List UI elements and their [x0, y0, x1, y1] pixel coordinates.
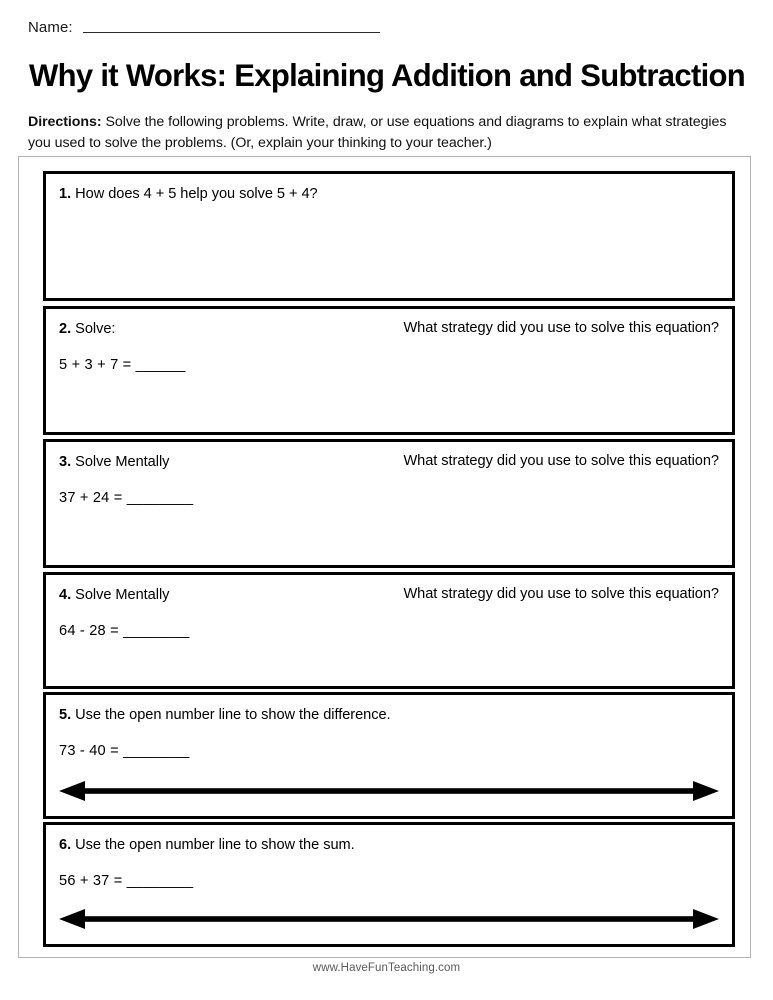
- problems-container: [18, 156, 751, 958]
- problem-5-number: 5.: [59, 707, 72, 723]
- problem-box-6[interactable]: [43, 822, 735, 947]
- directions-text: Solve the following problems. Write, draw, or use equations and diagrams to explain what strategies you used to solve the problems. (Or, explain your thinking to your teacher.): [28, 114, 727, 151]
- problem-4-number: 4.: [59, 587, 72, 603]
- problem-2-equation: 5 + 3 + 7 = ______: [59, 357, 186, 373]
- problem-3-strategy-prompt: What strategy did you use to solve this equation?: [403, 453, 719, 469]
- problem-2-number: 2.: [59, 321, 72, 337]
- name-label: Name:: [28, 19, 73, 36]
- problem-2-prompt: Solve:: [71, 321, 116, 337]
- problem-6-prompt: Use the open number line to show the sum.: [71, 837, 355, 853]
- open-number-line-6[interactable]: [59, 908, 719, 930]
- problem-4-header: [46, 575, 732, 607]
- name-field-row: [28, 20, 380, 36]
- directions-paragraph: [28, 112, 728, 153]
- problem-box-4[interactable]: [43, 572, 735, 689]
- problem-4-prompt: Solve Mentally: [71, 587, 170, 603]
- directions-label: Directions: [28, 114, 97, 130]
- problem-6-equation: 56 + 37 = ________: [59, 873, 194, 889]
- problem-box-2[interactable]: [43, 306, 735, 435]
- problem-box-1[interactable]: [43, 171, 735, 301]
- problem-1-header: [46, 174, 732, 206]
- name-write-in-line[interactable]: [83, 32, 380, 33]
- double-arrow-icon: [59, 908, 719, 930]
- problem-3-header: [46, 442, 732, 474]
- problem-5-prompt: Use the open number line to show the difference.: [71, 707, 391, 723]
- problem-1-prompt: How does 4 + 5 help you solve 5 + 4?: [71, 186, 318, 202]
- problem-1-number: 1.: [59, 186, 72, 202]
- problem-3-equation: 37 + 24 = ________: [59, 490, 194, 506]
- problem-box-5[interactable]: [43, 692, 735, 819]
- open-number-line-5[interactable]: [59, 780, 719, 802]
- problem-2-strategy-prompt: What strategy did you use to solve this equation?: [403, 320, 719, 336]
- problem-2-header: [46, 309, 732, 341]
- problem-3-number: 3.: [59, 454, 72, 470]
- problem-3-prompt: Solve Mentally: [71, 454, 170, 470]
- problem-4-strategy-prompt: What strategy did you use to solve this equation?: [403, 586, 719, 602]
- problem-5-header: [46, 695, 732, 727]
- page-title: Why it Works: Explaining Addition and Subtraction: [29, 57, 746, 93]
- directions-colon: :: [96, 114, 102, 130]
- problem-5-equation: 73 - 40 = ________: [59, 743, 190, 759]
- problem-6-number: 6.: [59, 837, 72, 853]
- problem-box-3[interactable]: [43, 439, 735, 568]
- footer-url: www.HaveFunTeaching.com: [312, 962, 461, 974]
- double-arrow-icon: [59, 780, 719, 802]
- problem-6-header: [46, 825, 732, 857]
- problem-4-equation: 64 - 28 = ________: [59, 623, 190, 639]
